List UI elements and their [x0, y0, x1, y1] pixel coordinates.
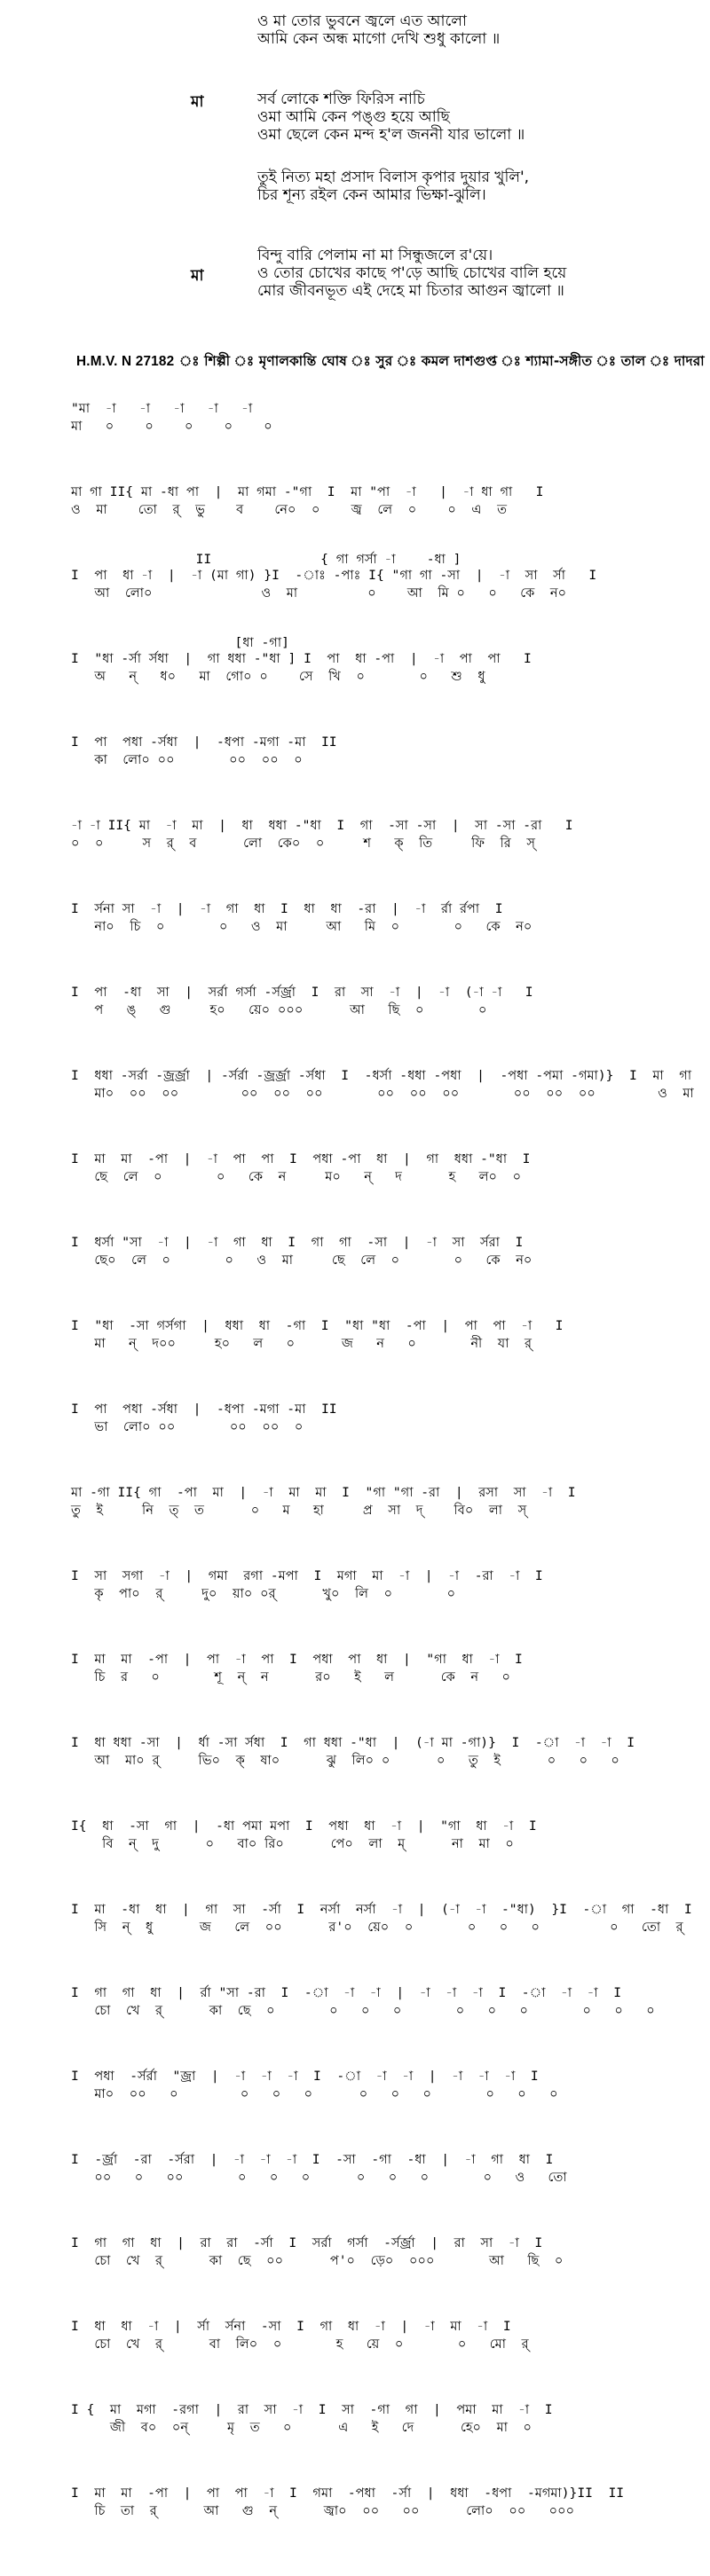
lyric-line: ওমা ছেলে কেন মন্দ হ'ল জননী যার ভালো ॥ — [257, 126, 525, 144]
notation-swar-line: I গা গা ধা | রা রা -র্সা I সর্রা গর্সা -র্সর্জ্রা | রা সা -া I — [71, 2235, 543, 2250]
notation-lyric-line: ছে০ লে ০ ০ ও মা ছে লে ০ ০ কে ন০ — [71, 1253, 532, 1268]
notation-row — [0, 1724, 710, 1783]
lyric-line: বিন্দু বারি পেলাম না মা সিন্ধুজলে র'য়ে। — [257, 247, 493, 264]
record-number: H.M.V. N 27182 — [76, 354, 175, 369]
notation-row — [0, 2141, 710, 2200]
notation-swar-line: I মা -ধা ধা | গা সা -র্সা I নর্সা নর্সা -া | (-া -া -"ধা) }I -া গা -ধা I — [71, 1902, 692, 1917]
notation-swar-line: I পা পধা -র্সধা | -ধপা -মগা -মা II — [71, 734, 337, 750]
notation-row — [0, 474, 710, 532]
notation-lyric-line: অ ন্ ধ০ মা গো০ ০ সে খি ০ ০ শু ধু — [71, 669, 485, 684]
notation-swar-line: I মা মা -পা | পা পা -া I গমা -পধা -র্সা | ধধা -ধপা -মগমা)}II II — [71, 2486, 625, 2501]
notation-lyric-line: চো খে র্ কা ছে ০ ০ ০ ০ ০ ০ ০ ০ ০ ০ — [71, 2003, 655, 2018]
notation-row — [0, 635, 710, 699]
lyric-line: চির শূন্য রইল কেন আমার ভিক্ষা-ঝুলি। — [257, 186, 486, 204]
notation-over-line: [ধা -গা] — [71, 635, 289, 650]
lyric-cue: মা — [191, 93, 204, 111]
notation-swar-line: I গা গা ধা | র্রা "সা -রা I -া -া -া | -া -া -া I -া -া -া I — [71, 1985, 622, 2000]
credits: ঃ শিল্পী ঃ মৃণালকান্তি ঘোষ ঃ সুর ঃ কমল দাশগুপ্ত ঃ শ্যামা-সঙ্গীত ঃ তাল ঃ দাদরা — [178, 353, 705, 369]
notation-lyric-line: কৃ পা০ র্ দু০ য়া০ ০র্ খু০ লি ০ ০ — [71, 1586, 456, 1601]
notation-lyric-line: মা ন্ দ০০ হ০ ল ০ জ ন ০ নী যা র্ — [71, 1336, 532, 1351]
notation-row — [0, 2475, 710, 2533]
notation-lyric-line: কা লো০ ০০ ০০ ০০ ০ — [71, 752, 303, 767]
notation-swar-line: I পা পধা -র্সধা | -ধপা -মগা -মা II — [71, 1402, 337, 1417]
notation-lyric-line: না০ চি ০ ০ ও মা আ মি ০ ০ কে ন০ — [71, 919, 532, 934]
notation-swar-line: I পা ধা -া | -া (মা গা) }I -াঃ -পাঃ I{ "গা গা -সা | -া সা র্সা I — [71, 568, 597, 583]
lyric-line: মোর জীবনভূত এই দেহে মা চিতার আগুন জ্বালো ॥ — [257, 282, 564, 300]
notation-lyric-line: প ঙ্ গু হ০ য়ে০ ০০০ আ ছি ০ ০ — [71, 1002, 487, 1017]
notation-row — [0, 390, 710, 449]
notation-swar-line: I ধধা -সর্রা -জ্রর্জ্রা | -র্সর্রা -জ্রর্জ্রা -র্সধা I -ধর্সা -ধধা -পধা | -পধা -পমা -গমা)} I মা গা — [71, 1068, 692, 1083]
notation-lyric-line: জী ব০ ০ন্ মৃ ত ০ এ ই দে হে০ মা ০ — [71, 2420, 532, 2435]
notation-row — [0, 1808, 710, 1866]
notation-swar-line: "মা -া -া -া -া -া — [71, 401, 253, 416]
notation-swar-line: -া -া II{ মা -া মা | ধা ধধা -"ধা I গা -সা -সা | সা -সা -রা I — [71, 818, 573, 833]
notation-lyric-line: বি ন্ দু ০ বা০ রি০ পে০ লা ম্ না মা ০ — [71, 1836, 514, 1851]
notation-lyric-line: মা০ ০০ ০০ ০০ ০০ ০০ ০০ ০০ ০০ ০০ ০০ ০০ ও মা — [71, 1086, 694, 1101]
notation-swar-line: I ধা ধা -া | র্সা র্সনা -সা I গা ধা -া | -া মা -া I — [71, 2319, 511, 2334]
notation-row — [0, 1558, 710, 1616]
lyric-line: সর্ব লোকে শক্তি ফিরিস নাচি — [257, 90, 425, 108]
notation-swar-line: I র্সনা সা -া | -া গা ধা I ধা ধা -রা | -া র্রা র্রপা I — [71, 901, 503, 916]
lyric-cue: মা — [191, 267, 204, 285]
notation-lyric-line: সি ন্ ধু জ লে ০০ র'০ য়ে০ ০ ০ ০ ০ ০ তো র্ — [71, 1920, 683, 1935]
notation-swar-line: I "ধা -র্সা র্সধা | গা ধধা -"ধা ] I পা ধা -পা | -া পা পা I — [71, 651, 532, 666]
lyric-line: ওমা আমি কেন পঙ্গু হয়ে আছি — [257, 108, 450, 126]
notation-row — [0, 1224, 710, 1283]
notation-swar-line: I পধা -র্সর্রা "জ্রা | -া -া -া I -া -া -া | -া -া -া I — [71, 2069, 539, 2084]
lyric-line: তুই নিত্য মহা প্রসাদ বিলাস কৃপার দুয়ার খুলি', — [257, 169, 530, 186]
notation-swar-line: I { মা মগা -রগা | রা সা -া I সা -গা গা | পমা মা -া I — [71, 2402, 553, 2417]
notation-lyric-line: আ লো০ ও মা ০ আ মি ০ ০ কে ন০ — [71, 585, 567, 601]
notation-swar-line: মা গা II{ মা -ধা পা | মা গমা -"গা I মা "পা -া | -া ধা গা I — [71, 484, 544, 499]
notation-lyric-line: মা ০ ০ ০ ০ ০ — [71, 419, 272, 434]
notation-row — [0, 2391, 710, 2450]
notation-row — [0, 1391, 710, 1449]
notation-swar-line: I -র্জ্রা -রা -র্সরা | -া -া -া I -সা -গা -ধা | -া গা ধা I — [71, 2152, 554, 2167]
notation-swar-line: I "ধা -সা গর্সগা | ধধা ধা -গা I "ধা "ধা -পা | পা পা -া I — [71, 1318, 564, 1333]
notation-lyric-line: চি র ০ শূ ন্ ন র০ ই ল কে ন ০ — [71, 1669, 510, 1685]
notation-lyric-line: চি তা র্ আ গু ন্ জ্বা০ ০০ ০০ লো০ ০০ ০০০ — [71, 2503, 575, 2518]
notation-swar-line: I মা মা -পা | -া পা পা I পধা -পা ধা | গা ধধা -"ধা I — [71, 1151, 531, 1166]
notation-row — [0, 2308, 710, 2367]
notation-lyric-line: চো খে র্ বা লি০ ০ হ য়ে ০ ০ মো র্ — [71, 2336, 529, 2352]
notation-lyric-line: ভা লো০ ০০ ০০ ০০ ০ — [71, 1419, 304, 1434]
notation-swar-line: মা -গা II{ গা -পা মা | -া মা মা I "গা "গা -রা | রসা সা -া I — [71, 1485, 576, 1500]
notation-row — [0, 1641, 710, 1700]
notation-row — [0, 807, 710, 866]
notation-swar-line: I সা সগা -া | গমা রগা -মপা I মগা মা -া | -া -রা -া I — [71, 1568, 543, 1583]
lyric-line: ও তোর চোখের কাছে প'ড়ে আছি চোখের বালি হয়ে — [257, 264, 567, 282]
notation-swar-line: I{ ধা -সা গা | -ধা পমা মপা I পধা ধা -া | "গা ধা -া I — [71, 1818, 537, 1834]
notation-lyric-line: ও মা তো র্ ভু ব নে০ ০ জ্ব লে ০ ০ এ ত — [71, 502, 508, 517]
notation-lyric-line: তু ই নি ত্ ত ০ ম হা প্র সা দ্ বি০ লা স্ — [71, 1503, 527, 1518]
notation-swar-line: I পা -ধা সা | সর্রা গর্সা -র্সর্জ্রা I রা সা -া | -া (-া -া I — [71, 985, 533, 1000]
notation-swar-line: I ধর্সা "সা -া | -া গা ধা I গা গা -সা | -া সা র্সরা I — [71, 1235, 524, 1250]
notation-lyric-line: ছে লে ০ ০ কে ন ম০ ন্ দ হ ল০ ০ — [71, 1169, 522, 1184]
notation-row — [0, 1891, 710, 1950]
notation-lyric-line: আ মা০ র্ ভি০ ক্ ষা০ ঝু লি০ ০ ০ তু ই ০ ০ ০ — [71, 1753, 619, 1768]
notation-swar-line: I ধা ধধা -সা | র্ধা -সা র্সধা I গা ধধা -"ধা | (-া মা -গা)} I -া -া -া I — [71, 1735, 635, 1750]
lyric-line: আমি কেন অন্ধ মাগো দেখি শুধু কালো ॥ — [257, 30, 501, 48]
notation-lyric-line: ০০ ০ ০০ ০ ০ ০ ০ ০ ০ ০ ও তো — [71, 2170, 567, 2185]
notation-row — [0, 2058, 710, 2117]
notation-lyric-line: মা০ ০০ ০ ০ ০ ০ ০ ০ ০ ০ ০ ০ — [71, 2086, 558, 2101]
notation-over-line: II { গা গর্সা -া -ধা ] — [71, 552, 462, 567]
notation-row — [0, 1057, 710, 1116]
notation-lyric-line: চো খে র্ কা ছে ০০ প'০ ড়ে০ ০০০ আ ছি ০ — [71, 2253, 564, 2268]
notation-row — [0, 1308, 710, 1366]
notation-row — [0, 552, 710, 616]
notation-row — [0, 891, 710, 949]
notation-row — [0, 2225, 710, 2283]
notation-row — [0, 724, 710, 782]
notation-lyric-line: ০ ০ স র্ ব লো কে০ ০ শ ক্ তি ফি রি স্ — [71, 836, 536, 851]
notation-swar-line: I মা মা -পা | পা -া পা I পধা পা ধা | "গা ধা -া I — [71, 1652, 523, 1667]
notation-row — [0, 974, 710, 1033]
notation-row — [0, 1141, 710, 1199]
lyric-line: ও মা তোর ভুবনে জ্বলে এত আলো — [257, 12, 467, 30]
notation-row — [0, 1975, 710, 2033]
notation-row — [0, 1474, 710, 1533]
record-header — [76, 351, 705, 373]
